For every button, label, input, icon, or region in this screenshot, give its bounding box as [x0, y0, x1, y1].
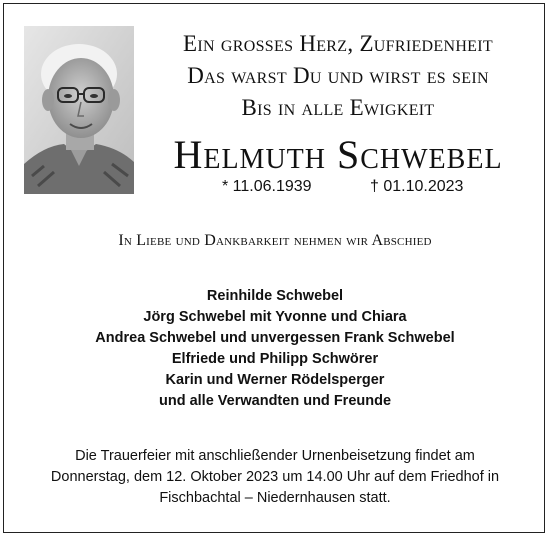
mourner-entry: Andrea Schwebel und unvergessen Frank Schwebel [95, 330, 455, 346]
farewell-line: In Liebe und Dankbarkeit nehmen wir Abschied [118, 232, 432, 249]
portrait-photo [24, 26, 134, 194]
mourners-list [0, 286, 550, 412]
verse-line: Bis in alle Ewigkeit [241, 95, 435, 120]
service-line: Die Trauerfeier mit anschließender Urnenbeisetzung findet am [75, 448, 475, 464]
mourner-entry: Elfriede und Philipp Schwörer [171, 351, 379, 367]
service-line: Fischbachtal – Niedernhausen statt. [159, 490, 391, 506]
mourner-entry: Jörg Schwebel mit Yvonne und Chiara [143, 309, 407, 325]
mourner-entry: und alle Verwandten und Freunde [158, 393, 392, 409]
verse-line: Ein grosses Herz, Zufriedenheit [183, 31, 493, 56]
mourner-entry: Reinhilde Schwebel [206, 288, 344, 304]
verse-line: Das warst Du und wirst es sein [187, 63, 489, 88]
birth-date: * 11.06.1939 [222, 178, 312, 195]
memorial-verse [138, 28, 538, 124]
funeral-service-info [0, 446, 550, 509]
service-line: Donnerstag, dem 12. Oktober 2023 um 14.00 Uhr auf dem Friedhof in [50, 469, 500, 485]
deceased-name: Helmuth Schwebel [173, 132, 503, 177]
death-date: † 01.10.2023 [370, 178, 464, 195]
mourner-entry: Karin und Werner Rödelsperger [165, 372, 385, 388]
